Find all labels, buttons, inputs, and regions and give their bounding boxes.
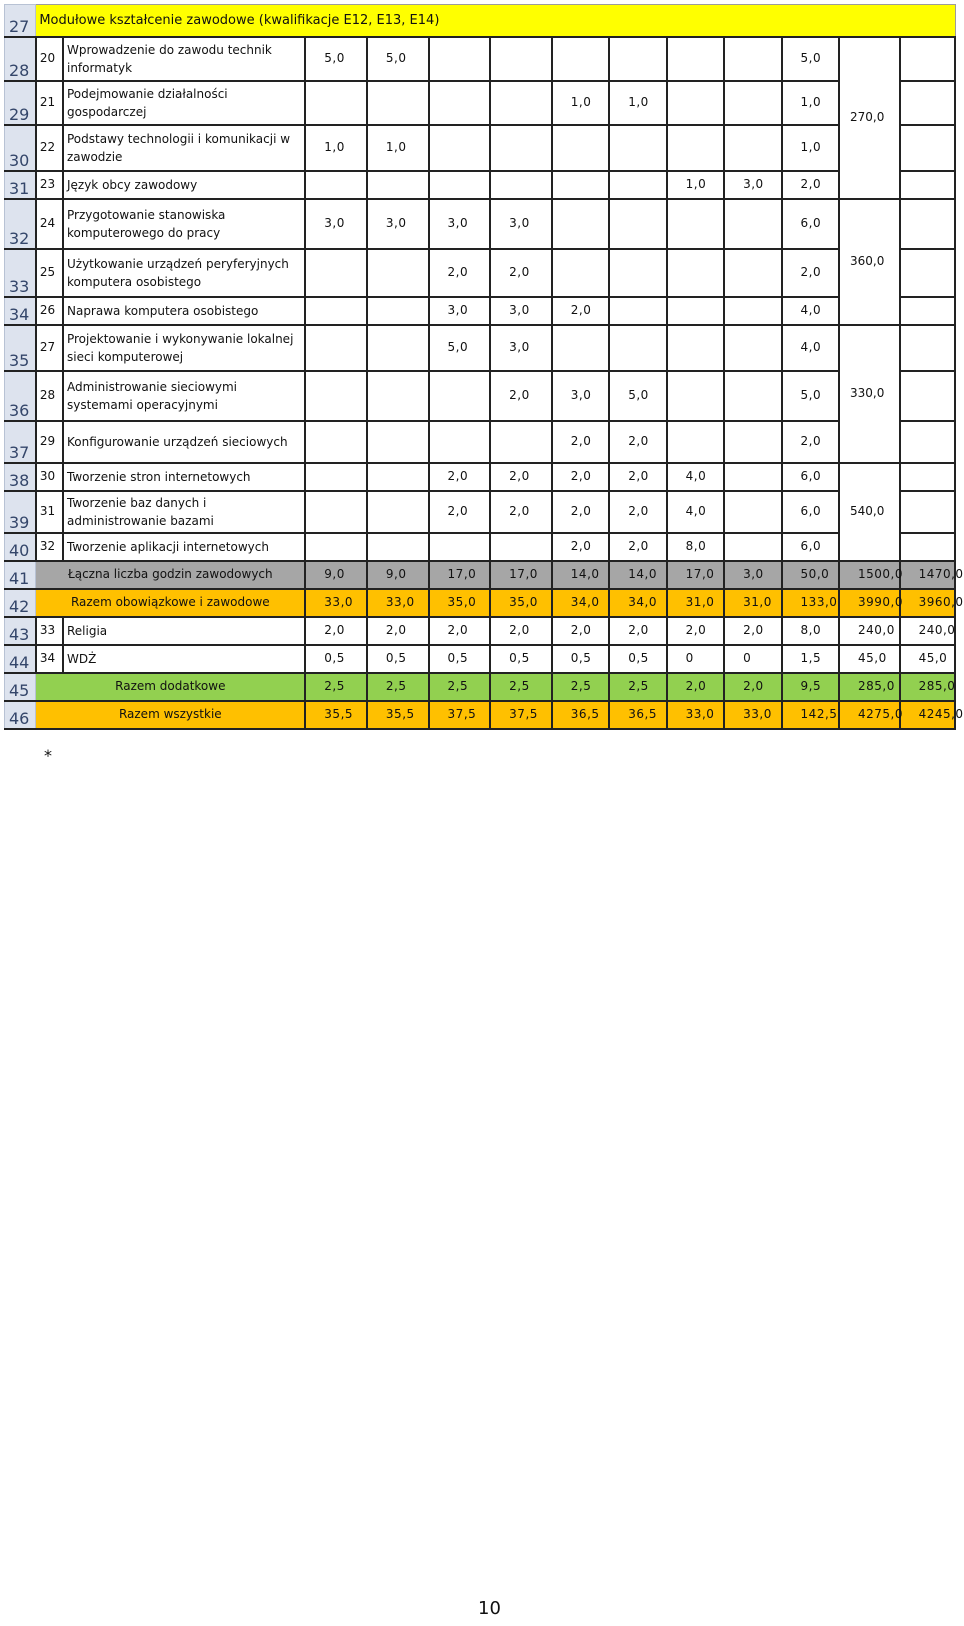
empty-cell [900, 249, 955, 297]
hours-cell [609, 297, 666, 325]
hours-cell: 2,0 [429, 463, 491, 491]
hours-cell [667, 325, 724, 371]
lp-cell: 34 [36, 645, 63, 673]
hours-cell [490, 533, 552, 561]
sum-cell: 33,0 [367, 589, 429, 617]
hours-cell [490, 421, 552, 463]
hours-cell [609, 171, 666, 199]
hours-cell: 6,0 [782, 491, 839, 533]
hours-cell [724, 421, 781, 463]
hours-cell [429, 171, 491, 199]
hours-cell: 2,0 [552, 421, 609, 463]
hours-cell: 3,0 [552, 371, 609, 421]
hours-cell [667, 37, 724, 81]
subject-name: WDŻ [63, 645, 305, 673]
hours-cell: 2,0 [367, 617, 429, 645]
hours-cell [667, 371, 724, 421]
hours-cell: 3,0 [367, 199, 429, 249]
hours-cell: 0,5 [429, 645, 491, 673]
lp-cell: 21 [36, 81, 63, 125]
hours-cell: 2,0 [782, 171, 839, 199]
empty-cell [900, 297, 955, 325]
table-row [5, 589, 956, 617]
total-hours-merged: 540,0 [839, 463, 900, 561]
footnote-marker: * [44, 746, 52, 765]
empty-cell [900, 421, 955, 463]
hours-cell: 1,0 [609, 81, 666, 125]
total-cell: 285,0 [839, 673, 900, 701]
total-cell: 285,0 [900, 673, 955, 701]
hours-cell: 2,0 [552, 297, 609, 325]
hours-cell: 0,5 [609, 645, 666, 673]
hours-cell: 6,0 [782, 533, 839, 561]
hours-cell [724, 81, 781, 125]
hours-cell: 240,0 [839, 617, 900, 645]
empty-cell [900, 325, 955, 371]
hours-cell [367, 171, 429, 199]
row-header: 40 [5, 533, 36, 561]
empty-cell [900, 371, 955, 421]
subject-name: Użytkowanie urządzeń peryferyjnych komputera osobistego [63, 249, 305, 297]
table-row [5, 617, 956, 645]
total-cell: 36,5 [552, 701, 609, 729]
empty-cell [900, 81, 955, 125]
total-cell: 33,0 [667, 701, 724, 729]
hours-cell [367, 491, 429, 533]
hours-cell: 3,0 [429, 199, 491, 249]
lp-cell: 23 [36, 171, 63, 199]
total-cell: 35,5 [305, 701, 367, 729]
total-hours-merged: 270,0 [839, 37, 900, 199]
hours-cell: 0,5 [490, 645, 552, 673]
sum-cell: 35,0 [429, 589, 491, 617]
row-header: 30 [5, 125, 36, 171]
total-label: Razem dodatkowe [36, 673, 305, 701]
hours-cell: 3,0 [724, 171, 781, 199]
total-cell: 4275,0 [839, 701, 900, 729]
hours-cell [667, 125, 724, 171]
hours-cell [305, 171, 367, 199]
curriculum-table [4, 4, 964, 730]
hours-cell: 45,0 [839, 645, 900, 673]
total-label: Razem wszystkie [36, 701, 305, 729]
table-row [5, 37, 956, 81]
sum-cell: 50,0 [782, 561, 839, 589]
lp-cell: 29 [36, 421, 63, 463]
hours-cell: 2,0 [552, 617, 609, 645]
table-row [5, 421, 956, 463]
hours-cell: 0,5 [552, 645, 609, 673]
hours-cell: 2,0 [609, 533, 666, 561]
hours-cell: 8,0 [667, 533, 724, 561]
subject-name: Naprawa komputera osobistego [63, 297, 305, 325]
lp-cell: 20 [36, 37, 63, 81]
row-header: 27 [5, 5, 36, 37]
hours-cell: 4,0 [782, 325, 839, 371]
sum-cell: 17,0 [429, 561, 491, 589]
hours-cell [724, 297, 781, 325]
sum-cell: 14,0 [609, 561, 666, 589]
hours-cell: 2,0 [782, 421, 839, 463]
row-header: 43 [5, 617, 36, 645]
table-row [5, 125, 956, 171]
hours-cell [552, 125, 609, 171]
hours-cell: 1,0 [782, 81, 839, 125]
total-cell: 2,5 [490, 673, 552, 701]
table-row [5, 491, 956, 533]
sum-cell: 31,0 [724, 589, 781, 617]
hours-cell: 5,0 [429, 325, 491, 371]
hours-cell [724, 491, 781, 533]
hours-cell: 5,0 [367, 37, 429, 81]
hours-cell: 2,0 [724, 617, 781, 645]
sum-cell: 3960,0 [900, 589, 955, 617]
hours-cell [724, 199, 781, 249]
table-row [5, 325, 956, 371]
total-cell: 2,5 [367, 673, 429, 701]
row-header: 31 [5, 171, 36, 199]
row-header: 29 [5, 81, 36, 125]
hours-cell: 2,0 [552, 491, 609, 533]
table-row [5, 645, 956, 673]
section-title: Modułowe kształcenie zawodowe (kwalifikacje E12, E13, E14) [36, 5, 955, 37]
row-header: 42 [5, 589, 36, 617]
hours-cell: 2,0 [609, 421, 666, 463]
sum-cell: 14,0 [552, 561, 609, 589]
hours-cell: 2,0 [490, 463, 552, 491]
hours-cell [490, 125, 552, 171]
hours-cell: 0,5 [367, 645, 429, 673]
hours-cell [367, 533, 429, 561]
hours-cell [724, 37, 781, 81]
row-header: 38 [5, 463, 36, 491]
hours-cell: 1,0 [305, 125, 367, 171]
lp-cell: 24 [36, 199, 63, 249]
hours-cell [429, 533, 491, 561]
hours-cell [724, 463, 781, 491]
subject-name: Wprowadzenie do zawodu technik informatyk [63, 37, 305, 81]
subject-name: Przygotowanie stanowiska komputerowego do pracy [63, 199, 305, 249]
hours-cell: 1,0 [552, 81, 609, 125]
hours-cell: 2,0 [490, 371, 552, 421]
hours-cell [305, 81, 367, 125]
row-header: 32 [5, 199, 36, 249]
hours-cell: 240,0 [900, 617, 955, 645]
hours-cell [667, 249, 724, 297]
hours-cell: 1,0 [782, 125, 839, 171]
hours-cell [305, 249, 367, 297]
hours-cell: 2,0 [552, 533, 609, 561]
hours-cell: 3,0 [429, 297, 491, 325]
sum-label: Łączna liczba godzin zawodowych [36, 561, 305, 589]
sum-cell: 33,0 [305, 589, 367, 617]
hours-cell [429, 37, 491, 81]
empty-cell [900, 491, 955, 533]
hours-cell [552, 171, 609, 199]
empty-cell [900, 533, 955, 561]
table-row [5, 701, 956, 729]
total-cell: 33,0 [724, 701, 781, 729]
hours-cell: 3,0 [490, 297, 552, 325]
hours-cell: 2,0 [429, 617, 491, 645]
empty-cell [900, 199, 955, 249]
table-row [5, 5, 956, 37]
hours-cell [367, 81, 429, 125]
hours-cell: 1,5 [782, 645, 839, 673]
hours-cell: 3,0 [305, 199, 367, 249]
table-row [5, 561, 956, 589]
total-cell: 36,5 [609, 701, 666, 729]
hours-cell: 2,0 [490, 491, 552, 533]
hours-cell [305, 297, 367, 325]
hours-cell [552, 37, 609, 81]
hours-cell [429, 371, 491, 421]
hours-cell: 5,0 [782, 371, 839, 421]
subject-name: Tworzenie baz danych i administrowanie bazami [63, 491, 305, 533]
hours-cell: 4,0 [782, 297, 839, 325]
total-cell: 2,0 [667, 673, 724, 701]
hours-cell: 2,0 [305, 617, 367, 645]
sum-cell: 1470,0 [900, 561, 955, 589]
row-header: 46 [5, 701, 36, 729]
hours-cell: 0 [724, 645, 781, 673]
table-row [5, 673, 956, 701]
hours-cell: 0,5 [305, 645, 367, 673]
hours-cell [609, 325, 666, 371]
hours-cell: 5,0 [782, 37, 839, 81]
hours-cell [367, 325, 429, 371]
hours-cell: 2,0 [552, 463, 609, 491]
row-header: 35 [5, 325, 36, 371]
row-header: 44 [5, 645, 36, 673]
row-header: 37 [5, 421, 36, 463]
table-row [5, 297, 956, 325]
subject-name: Podejmowanie działalności gospodarczej [63, 81, 305, 125]
hours-cell: 2,0 [609, 491, 666, 533]
total-cell: 142,5 [782, 701, 839, 729]
hours-cell: 4,0 [667, 491, 724, 533]
total-cell: 9,5 [782, 673, 839, 701]
hours-cell [724, 533, 781, 561]
lp-cell: 31 [36, 491, 63, 533]
hours-cell [305, 491, 367, 533]
hours-cell [367, 371, 429, 421]
hours-cell: 45,0 [900, 645, 955, 673]
empty-cell [900, 463, 955, 491]
hours-cell [724, 249, 781, 297]
empty-cell [900, 171, 955, 199]
hours-cell [724, 125, 781, 171]
total-cell: 2,5 [429, 673, 491, 701]
sum-cell: 9,0 [305, 561, 367, 589]
hours-cell: 2,0 [667, 617, 724, 645]
hours-cell [367, 463, 429, 491]
hours-cell: 2,0 [609, 617, 666, 645]
subject-name: Podstawy technologii i komunikacji w zawodzie [63, 125, 305, 171]
sum-cell: 35,0 [490, 589, 552, 617]
table-row [5, 199, 956, 249]
subject-name: Administrowanie sieciowymi systemami operacyjnymi [63, 371, 305, 421]
hours-cell: 6,0 [782, 199, 839, 249]
hours-cell: 3,0 [490, 325, 552, 371]
hours-cell [609, 37, 666, 81]
lp-cell: 32 [36, 533, 63, 561]
hours-cell [552, 199, 609, 249]
lp-cell: 28 [36, 371, 63, 421]
hours-cell [552, 325, 609, 371]
hours-cell: 4,0 [667, 463, 724, 491]
table-row [5, 463, 956, 491]
total-hours-merged: 330,0 [839, 325, 900, 463]
subject-name: Tworzenie aplikacji internetowych [63, 533, 305, 561]
subject-name: Konfigurowanie urządzeń sieciowych [63, 421, 305, 463]
total-cell: 2,5 [609, 673, 666, 701]
hours-cell [490, 171, 552, 199]
total-cell: 35,5 [367, 701, 429, 729]
hours-cell [667, 199, 724, 249]
hours-cell [305, 421, 367, 463]
lp-cell: 30 [36, 463, 63, 491]
subject-name: Projektowanie i wykonywanie lokalnej sieci komputerowej [63, 325, 305, 371]
hours-cell [305, 463, 367, 491]
hours-cell [667, 421, 724, 463]
hours-cell [367, 297, 429, 325]
sum-label: Razem obowiązkowe i zawodowe [36, 589, 305, 617]
row-header: 45 [5, 673, 36, 701]
hours-cell: 6,0 [782, 463, 839, 491]
hours-cell: 1,0 [367, 125, 429, 171]
table-row [5, 81, 956, 125]
row-header: 28 [5, 37, 36, 81]
hours-cell [305, 325, 367, 371]
hours-cell [724, 325, 781, 371]
total-cell: 2,5 [305, 673, 367, 701]
hours-cell: 2,0 [490, 249, 552, 297]
total-cell: 2,0 [724, 673, 781, 701]
sum-cell: 9,0 [367, 561, 429, 589]
subject-name: Język obcy zawodowy [63, 171, 305, 199]
empty-cell [900, 37, 955, 81]
subject-name: Religia [63, 617, 305, 645]
sum-cell: 17,0 [667, 561, 724, 589]
hours-cell: 2,0 [429, 491, 491, 533]
hours-cell [367, 421, 429, 463]
page-number: 10 [478, 1598, 501, 1619]
total-cell: 2,5 [552, 673, 609, 701]
total-cell: 4245,0 [900, 701, 955, 729]
hours-cell [490, 37, 552, 81]
table-row [5, 371, 956, 421]
hours-cell [305, 371, 367, 421]
hours-cell: 3,0 [490, 199, 552, 249]
row-header: 39 [5, 491, 36, 533]
sum-cell: 31,0 [667, 589, 724, 617]
table-row [5, 249, 956, 297]
empty-cell [900, 125, 955, 171]
hours-cell: 2,0 [782, 249, 839, 297]
sum-cell: 34,0 [609, 589, 666, 617]
total-cell: 37,5 [490, 701, 552, 729]
hours-cell [429, 81, 491, 125]
hours-cell [429, 421, 491, 463]
hours-cell [609, 249, 666, 297]
hours-cell: 5,0 [609, 371, 666, 421]
hours-cell [305, 533, 367, 561]
row-header: 36 [5, 371, 36, 421]
lp-cell: 25 [36, 249, 63, 297]
sum-cell: 3990,0 [839, 589, 900, 617]
hours-cell [667, 81, 724, 125]
hours-cell [609, 125, 666, 171]
hours-cell: 1,0 [667, 171, 724, 199]
row-header: 41 [5, 561, 36, 589]
sum-cell: 17,0 [490, 561, 552, 589]
hours-cell [552, 249, 609, 297]
hours-cell [429, 125, 491, 171]
row-header: 34 [5, 297, 36, 325]
hours-cell [367, 249, 429, 297]
subject-name: Tworzenie stron internetowych [63, 463, 305, 491]
hours-cell: 5,0 [305, 37, 367, 81]
lp-cell: 22 [36, 125, 63, 171]
total-cell: 37,5 [429, 701, 491, 729]
hours-cell: 2,0 [429, 249, 491, 297]
hours-cell: 0 [667, 645, 724, 673]
sum-cell: 133,0 [782, 589, 839, 617]
table-row [5, 171, 956, 199]
hours-cell: 8,0 [782, 617, 839, 645]
hours-cell [724, 371, 781, 421]
hours-cell [490, 81, 552, 125]
total-hours-merged: 360,0 [839, 199, 900, 325]
sum-cell: 1500,0 [839, 561, 900, 589]
lp-cell: 33 [36, 617, 63, 645]
hours-cell: 2,0 [609, 463, 666, 491]
row-header: 33 [5, 249, 36, 297]
lp-cell: 26 [36, 297, 63, 325]
hours-cell: 2,0 [490, 617, 552, 645]
lp-cell: 27 [36, 325, 63, 371]
hours-cell [609, 199, 666, 249]
table-row [5, 533, 956, 561]
sum-cell: 34,0 [552, 589, 609, 617]
sum-cell: 3,0 [724, 561, 781, 589]
hours-cell [667, 297, 724, 325]
